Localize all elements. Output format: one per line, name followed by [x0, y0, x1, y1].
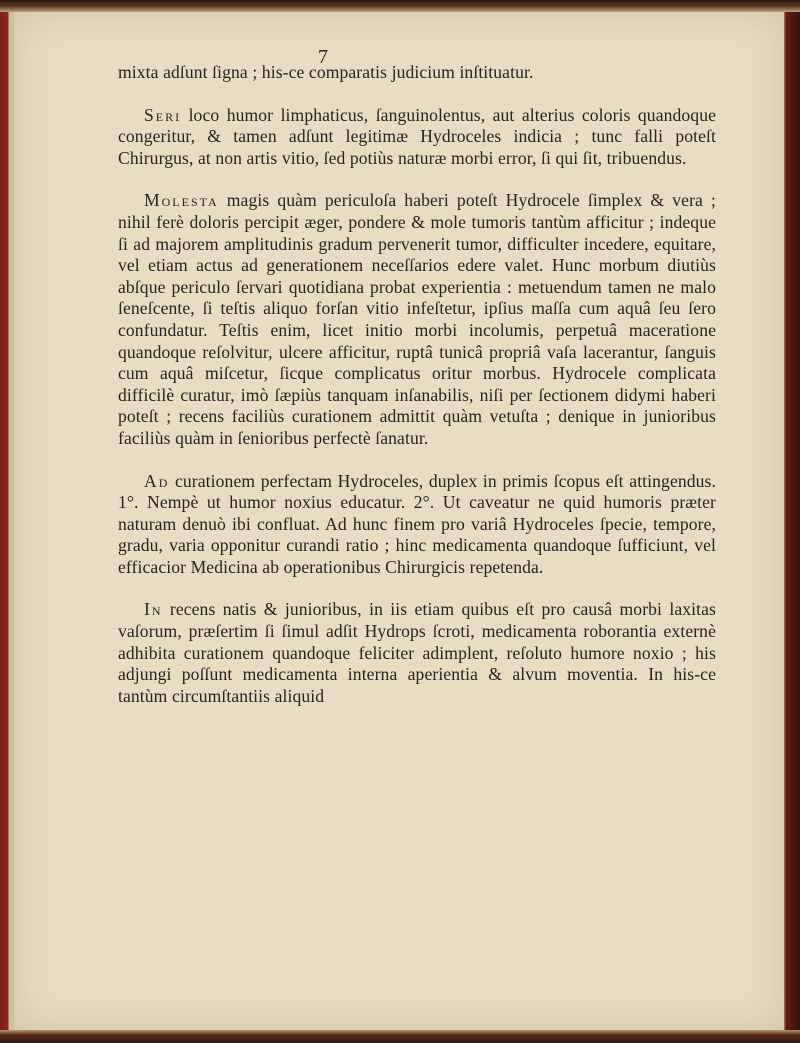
paragraph-3: [118, 190, 716, 449]
body-text: [118, 62, 716, 728]
paragraph-2-lead: Seri: [144, 104, 182, 125]
paragraph-4: [118, 471, 716, 579]
paragraph-5: [118, 599, 716, 707]
paragraph-1-text: mixta adſunt ſigna ; his-ce comparatis judicium inſtituatur.: [118, 62, 534, 82]
bottom-edge: [0, 1030, 800, 1043]
paragraph-3-text: magis quàm periculoſa haberi poteſt Hydrocele ſimplex & vera ; nihil ferè doloris percipit æger, ponderе & mole tumoris tantùm afficitur ; indeque ſi ad majorem amplitudinis gradum pervenerit tumor, difficulter incedere, equitare, vel etiam actus ad generationem neceſſarios edere valet. Hunc morbum diutiùs abſque periculo ſervari quotidiana probat experientia : metuendum tamen ne malo ſeneſcente, ſi teſtis aliquo forſan vitio infeſtetur, ipſius maſſa cum aquâ ſeu ſero confundatur. Teſtis enim, licet initio morbi incolumis, perpetuâ maceratione quandoque reſolvitur, ulcere afficitur, ruptâ tunicâ propriâ vaſa lacerantur, ſanguis cum aquâ miſcetur, ſicque complicatus oritur morbus. Hydrocele complicata difficilè curatur, imò ſæpiùs tanquam inſanabilis, niſi per ſectionem didymi haberi poteſt ; recens faciliùs curationem admittit quàm vetuſta ; denique in junioribus faciliùs quàm in ſenioribus perfectè ſanatur.: [118, 190, 716, 448]
paragraph-2-text: loco humor limphaticus, ſanguinolentus, aut alterius coloris quandoque congeritur, & tamen adſunt legitimæ Hydroceles indicia ; tunc falli poteſt Chirurgus, at non artis vitio, ſed potiùs naturæ morbi error, ſi qui ſit, tribuendus.: [118, 104, 716, 168]
top-edge: [0, 0, 800, 12]
paragraph-3-lead: Molesta: [144, 190, 219, 211]
paragraph-5-lead: In: [144, 599, 163, 620]
paragraph-4-text: curationem perfectam Hydroceles, duplex in primis ſcopus eſt attingendus. 1°. Nempè ut humor noxius educatur. 2°. Ut caveatur ne quid humoris præter naturam denuò ibi confluat. Ad hunc finem pro variâ Hydroceles ſpecie, tempore, gradu, varia opponitur curandi ratio ; hinc medicamenta quandoque ſufficiunt, vel efficacior Medicina ab operationibus Chirurgicis repetenda.: [118, 470, 716, 577]
paragraph-2: [118, 105, 716, 170]
paragraph-4-lead: Ad: [144, 470, 170, 491]
paragraph-1: [118, 62, 716, 84]
paragraph-5-text: recens natis & junioribus, in iis etiam quibus eſt pro causâ morbi laxitas vaſorum, præſertim ſi ſimul adſit Hydrops ſcroti, medicamenta roborantia externè adhibita curationem quandoque feliciter adimplent, reſoluto humore noxio ; his adjungi poſſunt medicamenta interna aperientia & alvum moventia. In his-ce tantùm circumſtantiis aliquid: [118, 599, 716, 706]
page-number: 7: [318, 46, 328, 68]
